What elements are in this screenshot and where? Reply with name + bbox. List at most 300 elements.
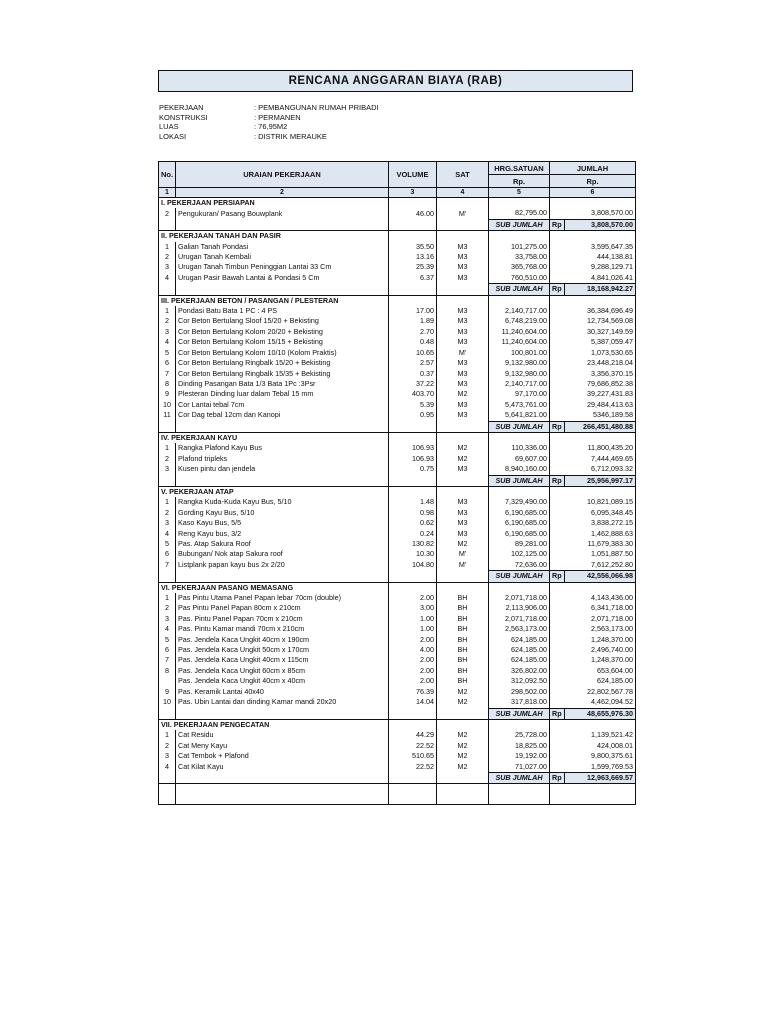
row-description: Urugan Tanah Kembali: [176, 252, 389, 262]
table-row: [159, 697, 636, 708]
empty-cell: [489, 582, 550, 593]
row-unit: BH: [437, 676, 489, 686]
subtotal-currency: Rp: [550, 772, 565, 783]
empty-cell: [489, 295, 550, 306]
empty-cell: [389, 432, 437, 443]
row-volume: 1.48: [389, 497, 437, 507]
empty-cell: [389, 719, 437, 730]
row-description: Pas Pintu Panel Papan 80cm x 210cm: [176, 603, 389, 613]
table-row: [159, 676, 636, 686]
row-description: Cor Beton Bertulang Kolom 20/20 + Bekisting: [176, 327, 389, 337]
subtotal-label: SUB JUMLAH: [489, 284, 550, 295]
row-description: Pas. Keramik Lantai 40x40: [176, 687, 389, 697]
row-number: 7: [159, 369, 176, 379]
row-total: 11,800,435.20: [550, 443, 636, 453]
row-unit: M2: [437, 454, 489, 464]
empty-cell: [176, 784, 389, 805]
table-row: [159, 560, 636, 571]
row-unit-price: 89,281.00: [489, 539, 550, 549]
info-label: LOKASI: [159, 131, 187, 141]
row-volume: 0.98: [389, 508, 437, 518]
info-row: [159, 113, 519, 123]
row-description: Pondasi Batu Bata 1 PC : 4 PS: [176, 306, 389, 316]
row-total: 653,604.00: [550, 666, 636, 676]
row-description: Pas. Jendela Kaca Ungkit 40cm x 115cm: [176, 655, 389, 665]
empty-cell: [489, 231, 550, 242]
row-total: 424,008.01: [550, 741, 636, 751]
row-description: Listplank papan kayu bus 2x 2/20: [176, 560, 389, 571]
col-number: 5: [489, 188, 550, 198]
row-description: Pas Pintu Utama Panel Papan lebar 70cm (double): [176, 593, 389, 603]
table-row: [159, 593, 636, 603]
row-number: 11: [159, 410, 176, 421]
row-unit: M3: [437, 518, 489, 528]
header-hrg-currency: Rp.: [489, 175, 550, 188]
subtotal-label: SUB JUMLAH: [489, 421, 550, 432]
row-description: Rangka Plafond Kayu Bus: [176, 443, 389, 453]
info-row: [159, 122, 519, 132]
row-number: 7: [159, 655, 176, 665]
section-header-row: [159, 719, 636, 730]
section-header-row: [159, 582, 636, 593]
table-row: [159, 497, 636, 507]
section-title: V. PEKERJAAN ATAP: [159, 486, 389, 497]
row-total: 444,138.81: [550, 252, 636, 262]
info-value: : 76,95M2: [254, 122, 288, 131]
subtotal-label: SUB JUMLAH: [489, 219, 550, 230]
table-row: [159, 645, 636, 655]
row-volume: 3.00: [389, 603, 437, 613]
row-total: 5,387,059.47: [550, 337, 636, 347]
row-description: Cat Meny Kayu: [176, 741, 389, 751]
row-total: 1,073,530.65: [550, 348, 636, 358]
row-number: 1: [159, 306, 176, 316]
empty-cell: [176, 284, 389, 295]
empty-cell: [176, 475, 389, 486]
row-unit: M3: [437, 316, 489, 326]
row-description: Pas. Pintu Panel Papan 70cm x 210cm: [176, 614, 389, 624]
row-unit: BH: [437, 603, 489, 613]
row-unit-price: 19,192.00: [489, 751, 550, 761]
row-description: Rangka Kuda-Kuda Kayu Bus, 5/10: [176, 497, 389, 507]
row-number: 2: [159, 508, 176, 518]
row-number: 6: [159, 645, 176, 655]
row-total: 9,800,375.61: [550, 751, 636, 761]
row-unit-price: 100,801.00: [489, 348, 550, 358]
empty-cell: [437, 486, 489, 497]
row-number: 7: [159, 560, 176, 571]
row-unit-price: 18,825.00: [489, 741, 550, 751]
empty-cell: [550, 231, 636, 242]
table-row: [159, 306, 636, 316]
header-volume: VOLUME: [389, 162, 437, 188]
row-total: 2,071,718.00: [550, 614, 636, 624]
row-unit: M3: [437, 273, 489, 284]
empty-cell: [389, 295, 437, 306]
header-no: No.: [159, 162, 176, 188]
empty-cell: [489, 719, 550, 730]
row-number: 2: [159, 454, 176, 464]
info-label: KONSTRUKSI: [159, 112, 208, 122]
row-total: 39,227,431.83: [550, 389, 636, 399]
row-description: Cat Kilat Kayu: [176, 762, 389, 773]
row-volume: 2.57: [389, 358, 437, 368]
row-unit-price: 298,502.00: [489, 687, 550, 697]
row-unit: M3: [437, 464, 489, 475]
row-volume: 403.70: [389, 389, 437, 399]
row-description: Bubungan/ Nok atap Sakura roof: [176, 549, 389, 559]
row-volume: 2.70: [389, 327, 437, 337]
row-description: Pas. Jendela Kaca Ungkit 50cm x 170cm: [176, 645, 389, 655]
row-description: Pas. Ubin Lantai dan dinding Kamar mandi 20x20: [176, 697, 389, 708]
empty-cell: [389, 198, 437, 209]
row-unit: M2: [437, 697, 489, 708]
header-hrg-satuan: HRG.SATUAN: [489, 162, 550, 175]
rab-table: [158, 161, 636, 805]
row-volume: 1.89: [389, 316, 437, 326]
row-volume: 104.80: [389, 560, 437, 571]
row-unit-price: 6,748,219.00: [489, 316, 550, 326]
subtotal-row: [159, 708, 636, 719]
subtotal-currency: Rp: [550, 284, 565, 295]
table-row: [159, 316, 636, 326]
empty-cell: [389, 486, 437, 497]
row-unit-price: 312,092.50: [489, 676, 550, 686]
row-description: Cor Lantai tebal 7cm: [176, 400, 389, 410]
row-total: 6,712,093.32: [550, 464, 636, 475]
row-volume: 0.37: [389, 369, 437, 379]
row-number: [159, 676, 176, 686]
row-number: 8: [159, 666, 176, 676]
col-number: 6: [550, 188, 636, 198]
row-total: 36,384,696.49: [550, 306, 636, 316]
row-description: Plesteran Dinding luar dalam Tebal 15 mm: [176, 389, 389, 399]
header-jumlah: JUMLAH: [550, 162, 636, 175]
row-number: 9: [159, 389, 176, 399]
row-total: 5346,189.58: [550, 410, 636, 421]
row-total: 7,612,252.80: [550, 560, 636, 571]
row-unit: M3: [437, 508, 489, 518]
row-unit: M2: [437, 730, 489, 740]
row-total: 624,185.00: [550, 676, 636, 686]
empty-cell: [437, 295, 489, 306]
info-label: PEKERJAAN: [159, 103, 204, 112]
row-volume: 22.52: [389, 741, 437, 751]
row-unit-price: 8,940,160.00: [489, 464, 550, 475]
row-total: 1,248,370.00: [550, 655, 636, 665]
empty-cell: [159, 571, 176, 582]
row-unit: M2: [437, 741, 489, 751]
row-description: Cor Beton Bertulang Ringbalk 15/20 + Bekisting: [176, 358, 389, 368]
empty-cell: [176, 571, 389, 582]
row-unit: M3: [437, 262, 489, 272]
row-unit-price: 317,818.00: [489, 697, 550, 708]
row-total: 1,139,521.42: [550, 730, 636, 740]
row-volume: 4.00: [389, 645, 437, 655]
row-unit: M3: [437, 327, 489, 337]
row-unit-price: 2,113,906.00: [489, 603, 550, 613]
row-unit: M2: [437, 687, 489, 697]
row-volume: 35.50: [389, 242, 437, 252]
table-body: [159, 198, 636, 805]
table-row: [159, 603, 636, 613]
row-unit-price: 110,336.00: [489, 443, 550, 453]
row-description: Urugan Tanah Timbun Peninggian Lantai 33 Cm: [176, 262, 389, 272]
table-row: [159, 273, 636, 284]
empty-cell: [176, 708, 389, 719]
row-unit-price: 69,607.00: [489, 454, 550, 464]
row-total: 4,143,436.00: [550, 593, 636, 603]
empty-cell: [489, 432, 550, 443]
row-unit: M2: [437, 389, 489, 399]
col-number: 4: [437, 188, 489, 198]
empty-cell: [489, 784, 550, 805]
row-volume: 0.75: [389, 464, 437, 475]
row-total: 1,248,370.00: [550, 635, 636, 645]
row-unit-price: 624,185.00: [489, 645, 550, 655]
empty-cell: [389, 784, 437, 805]
row-volume: 2.00: [389, 666, 437, 676]
row-total: 22,802,567.78: [550, 687, 636, 697]
row-total: 11,679,383.30: [550, 539, 636, 549]
row-unit-price: 6,190,685.00: [489, 508, 550, 518]
row-description: Gording Kayu Bus, 5/10: [176, 508, 389, 518]
document-title: RENCANA ANGGARAN BIAYA (RAB): [158, 70, 633, 92]
row-total: 1,599,769.53: [550, 762, 636, 773]
row-description: Cor Beton Bertulang Sloof 15/20 + Bekisting: [176, 316, 389, 326]
row-description: Pas. Jendela Kaca Ungkit 40cm x 40cm: [176, 676, 389, 686]
empty-cell: [159, 475, 176, 486]
empty-cell: [389, 231, 437, 242]
subtotal-currency: Rp: [550, 571, 565, 582]
table-row: [159, 389, 636, 399]
info-value: : PERMANEN: [254, 112, 301, 122]
row-unit-price: 6,190,685.00: [489, 529, 550, 539]
table-row: [159, 327, 636, 337]
empty-cell: [389, 421, 437, 432]
empty-cell: [550, 198, 636, 209]
table-row: [159, 614, 636, 624]
empty-cell: [176, 772, 389, 783]
info-label: LUAS: [159, 122, 179, 131]
row-unit: BH: [437, 624, 489, 634]
table-row: [159, 337, 636, 347]
col-number: 2: [176, 188, 389, 198]
row-volume: 106.93: [389, 443, 437, 453]
empty-cell: [489, 198, 550, 209]
row-unit: BH: [437, 655, 489, 665]
row-unit: M': [437, 208, 489, 219]
table-row: [159, 443, 636, 453]
row-volume: 22.52: [389, 762, 437, 773]
row-unit-price: 82,795.00: [489, 208, 550, 219]
empty-cell: [437, 231, 489, 242]
row-unit-price: 2,140,717.00: [489, 306, 550, 316]
row-unit-price: 7,329,490.00: [489, 497, 550, 507]
row-total: 3,808,570.00: [550, 208, 636, 219]
row-description: Reng Kayu bus, 3/2: [176, 529, 389, 539]
table-row: [159, 454, 636, 464]
empty-cell: [437, 432, 489, 443]
row-unit-price: 624,185.00: [489, 655, 550, 665]
row-number: 5: [159, 539, 176, 549]
row-unit-price: 2,071,718.00: [489, 593, 550, 603]
subtotal-currency: Rp: [550, 475, 565, 486]
table-row: [159, 741, 636, 751]
row-total: 10,821,089.15: [550, 497, 636, 507]
row-unit: M3: [437, 306, 489, 316]
table-row: [159, 252, 636, 262]
row-total: 23,448,218.04: [550, 358, 636, 368]
empty-cell: [389, 708, 437, 719]
col-number: 3: [389, 188, 437, 198]
row-description: Cat Residu: [176, 730, 389, 740]
row-volume: 130.82: [389, 539, 437, 549]
empty-cell: [437, 708, 489, 719]
subtotal-row: [159, 571, 636, 582]
row-number: 2: [159, 741, 176, 751]
empty-cell: [437, 421, 489, 432]
table-header: [159, 162, 636, 198]
subtotal-currency: Rp: [550, 219, 565, 230]
row-description: Urugan Pasir Bawah Lantai & Pondasi 5 Cm: [176, 273, 389, 284]
row-number: 5: [159, 635, 176, 645]
row-unit: M3: [437, 337, 489, 347]
empty-cell: [437, 582, 489, 593]
info-value: : PEMBANGUNAN RUMAH PRIBADI: [254, 103, 379, 112]
empty-cell: [389, 284, 437, 295]
table-row: [159, 262, 636, 272]
subtotal-row: [159, 421, 636, 432]
row-unit-price: 102,125.00: [489, 549, 550, 559]
row-unit-price: 11,240,604.00: [489, 327, 550, 337]
row-number: 3: [159, 262, 176, 272]
section-header-row: [159, 432, 636, 443]
subtotal-value: 3,808,570.00: [565, 219, 636, 230]
row-unit: M': [437, 549, 489, 559]
row-unit: M3: [437, 252, 489, 262]
empty-cell: [159, 421, 176, 432]
empty-cell: [437, 198, 489, 209]
subtotal-currency: Rp: [550, 421, 565, 432]
row-total: 3,595,647.35: [550, 242, 636, 252]
row-number: 8: [159, 379, 176, 389]
row-number: 4: [159, 337, 176, 347]
row-total: 79,686,852.38: [550, 379, 636, 389]
table-row: [159, 410, 636, 421]
row-total: 30,327,149.59: [550, 327, 636, 337]
header-uraian: URAIAN PEKERJAAN: [176, 162, 389, 188]
row-number: 3: [159, 614, 176, 624]
table-row: [159, 379, 636, 389]
empty-cell: [176, 219, 389, 230]
empty-cell: [389, 582, 437, 593]
empty-cell: [550, 582, 636, 593]
row-number: 1: [159, 730, 176, 740]
empty-cell: [437, 571, 489, 582]
row-description: Pengukuran/ Pasang Bouwplank: [176, 208, 389, 219]
row-description: Cor Beton Bertulang Kolom 10/10 (Kolom Praktis): [176, 348, 389, 358]
col-number: 1: [159, 188, 176, 198]
row-unit-price: 25,728.00: [489, 730, 550, 740]
empty-cell: [437, 475, 489, 486]
subtotal-value: 12,963,669.57: [565, 772, 636, 783]
empty-cell: [437, 772, 489, 783]
row-total: 2,496,740.00: [550, 645, 636, 655]
row-number: 4: [159, 762, 176, 773]
row-number: 9: [159, 687, 176, 697]
row-volume: 13.16: [389, 252, 437, 262]
empty-cell: [489, 486, 550, 497]
row-unit: BH: [437, 614, 489, 624]
row-number: 2: [159, 316, 176, 326]
project-info: [159, 103, 519, 141]
empty-cell: [437, 719, 489, 730]
row-number: 1: [159, 242, 176, 252]
row-number: 3: [159, 327, 176, 337]
row-unit-price: 6,190,685.00: [489, 518, 550, 528]
row-description: Kaso Kayu Bus, 5/5: [176, 518, 389, 528]
table-row: [159, 539, 636, 549]
section-header-row: [159, 295, 636, 306]
row-volume: 10.30: [389, 549, 437, 559]
row-number: 10: [159, 400, 176, 410]
row-description: Pas. Jendela Kaca Ungkit 60cm x 85cm: [176, 666, 389, 676]
row-volume: 10.65: [389, 348, 437, 358]
table-row: [159, 529, 636, 539]
table-row: [159, 635, 636, 645]
row-description: Dinding Pasangan Bata 1/3 Bata 1Pc :3Psr: [176, 379, 389, 389]
row-unit: M2: [437, 539, 489, 549]
row-total: 6,095,348.45: [550, 508, 636, 518]
row-description: Cat Tembok + Plafond: [176, 751, 389, 761]
subtotal-value: 25,956,997.17: [565, 475, 636, 486]
row-unit-price: 97,170.00: [489, 389, 550, 399]
table-row: [159, 242, 636, 252]
subtotal-value: 42,556,066.98: [565, 571, 636, 582]
row-unit-price: 2,140,717.00: [489, 379, 550, 389]
row-description: Pas. Jendela Kaca Ungkit 40cm x 190cm: [176, 635, 389, 645]
subtotal-row: [159, 219, 636, 230]
subtotal-label: SUB JUMLAH: [489, 772, 550, 783]
row-description: Pas. Atap Sakura Roof: [176, 539, 389, 549]
row-description: Cor Dag tebal 12cm dan Kanopi: [176, 410, 389, 421]
empty-cell: [550, 432, 636, 443]
empty-cell: [389, 772, 437, 783]
row-volume: 0.24: [389, 529, 437, 539]
row-volume: 2.00: [389, 655, 437, 665]
row-volume: 17.00: [389, 306, 437, 316]
row-unit: BH: [437, 666, 489, 676]
row-volume: 0.62: [389, 518, 437, 528]
table-row: [159, 666, 636, 676]
row-description: Pas. Pintu Kamar mandi 70cm x 210cm: [176, 624, 389, 634]
row-volume: 510.65: [389, 751, 437, 761]
row-number: 1: [159, 443, 176, 453]
row-unit-price: 5,473,761.00: [489, 400, 550, 410]
row-total: 7,444,469.65: [550, 454, 636, 464]
row-unit: M3: [437, 497, 489, 507]
table-row: [159, 730, 636, 740]
table-row: [159, 624, 636, 634]
row-unit: M3: [437, 242, 489, 252]
section-title: VII. PEKERJAAN PENGECATAN: [159, 719, 389, 730]
empty-cell: [550, 784, 636, 805]
row-unit: M': [437, 348, 489, 358]
row-unit-price: 33,758.00: [489, 252, 550, 262]
empty-cell: [159, 708, 176, 719]
row-total: 4,462,094.52: [550, 697, 636, 708]
